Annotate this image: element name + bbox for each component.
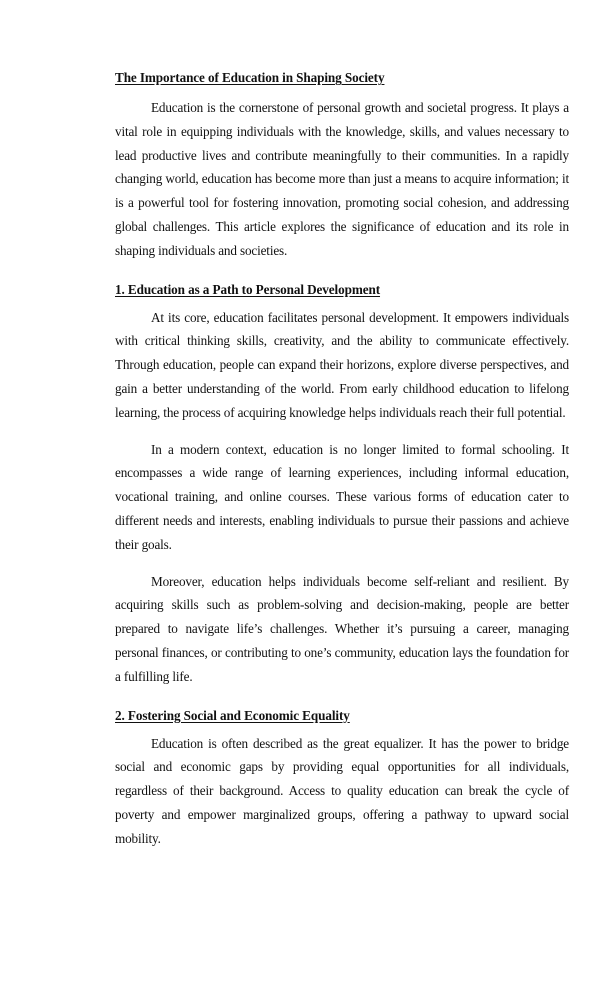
body-paragraph: In a modern context, education is no longer limited to formal schooling. It encompasses a wide range of learning experiences, including informal education, vocational training, and online courses. These various forms of education cater to different needs and interests, enabling individuals to pursue their passions and achieve their goals.	[115, 441, 569, 552]
section-heading: 1. Education as a Path to Personal Development	[115, 281, 381, 297]
body-paragraph: At its core, education facilitates personal development. It empowers individuals with critical thinking skills, creativity, and the ability to communicate effectively. Through education, people can expand their horizons, explore diverse perspectives, and gain a better understanding of the world. From early childhood education to lifelong learning, the process of acquiring knowledge helps individuals reach their full potential.	[115, 309, 569, 420]
section-personal-development	[115, 280, 569, 689]
section-social-economic-equality	[115, 706, 569, 851]
intro-paragraph: Education is the cornerstone of personal growth and societal progress. It plays a vital role in equipping individuals with the knowledge, skills, and values necessary to lead productive lives and contribute meaningfully to their communities. In a rapidly changing world, education has become more than just a means to acquire information; it is a powerful tool for fostering innovation, promoting social cohesion, and addressing global challenges. This article explores the significance of education and its role in shaping individuals and societies.	[115, 100, 569, 258]
body-paragraph: Education is often described as the great equalizer. It has the power to bridge social and economic gaps by providing equal opportunities for all individuals, regardless of their background. Access to quality education can break the cycle of poverty and empower marginalized groups, offering a pathway to upward social mobility.	[115, 735, 569, 846]
document-page	[115, 68, 569, 851]
section-heading: 2. Fostering Social and Economic Equality	[115, 707, 350, 723]
document-title: The Importance of Education in Shaping Society	[115, 70, 385, 85]
body-paragraph: Moreover, education helps individuals become self-reliant and resilient. By acquiring skills such as problem-solving and decision-making, people are better prepared to navigate life’s challenges. Whether it’s pursuing a career, managing personal finances, or contributing to one’s community, education lays the foundation for a fulfilling life.	[115, 573, 569, 684]
